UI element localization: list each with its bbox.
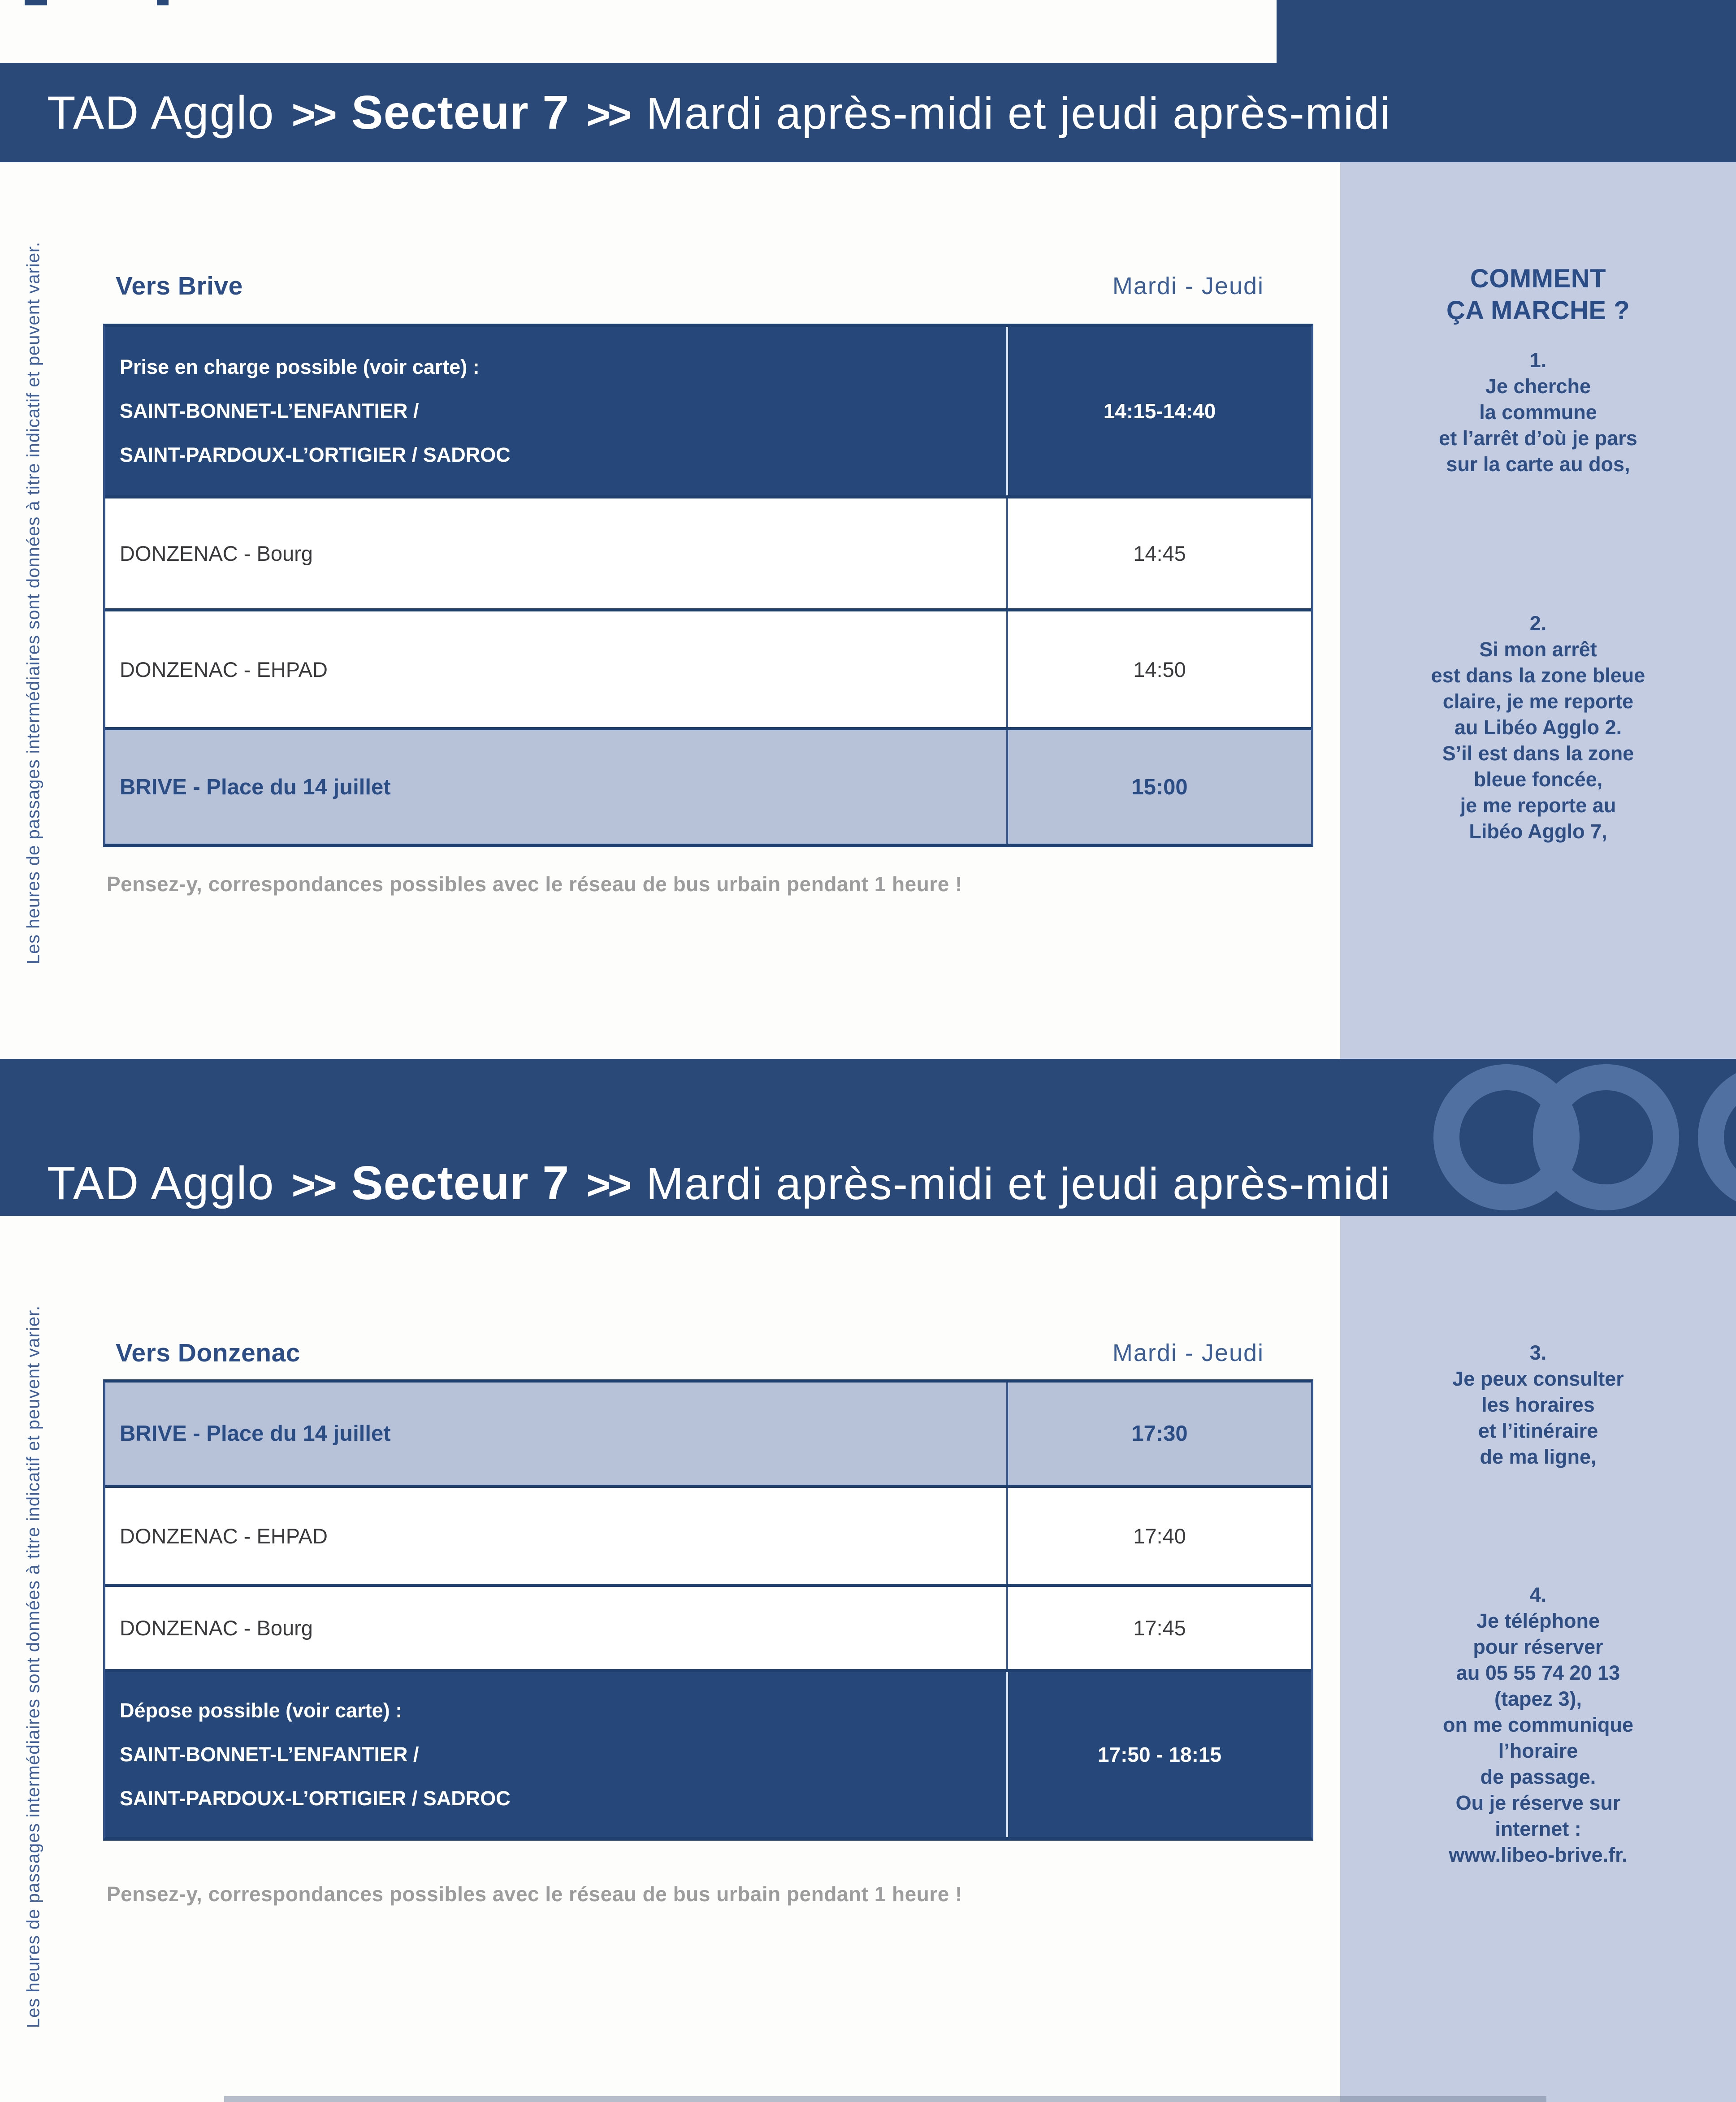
table-row <box>105 1669 1311 1837</box>
rings-logo-icon <box>1533 1064 1679 1210</box>
stop-name-cell <box>105 1488 1006 1584</box>
step-line: sur la carte au dos, <box>1446 453 1630 476</box>
scan-artifact <box>224 2096 1546 2102</box>
step-line: internet : <box>1495 1817 1581 1840</box>
step-line: de ma ligne, <box>1480 1445 1597 1468</box>
how-it-works-title-line: ÇA MARCHE ? <box>1446 296 1630 325</box>
step-line: les horaires <box>1481 1393 1595 1416</box>
step-4 <box>1340 1582 1736 1868</box>
stop-line: DONZENAC - Bourg <box>120 542 313 565</box>
stop-line: DONZENAC - EHPAD <box>120 1524 328 1548</box>
table-2-header <box>103 1326 1313 1380</box>
step-line: Je peux consulter <box>1452 1367 1624 1390</box>
table-1-header <box>103 259 1313 313</box>
how-it-works-title-line: COMMENT <box>1470 264 1606 293</box>
header-banner <box>0 63 1736 162</box>
chevrons-icon: >> <box>291 91 334 138</box>
time-cell: 17:45 <box>1006 1587 1311 1669</box>
step-line: www.libeo-brive.fr. <box>1449 1843 1628 1866</box>
side-note-top: Les heures de passages intermédiaires sont données à titre indicatif et peuvent varier. <box>23 241 43 965</box>
time-cell: 17:50 - 18:15 <box>1006 1672 1311 1837</box>
step-1 <box>1340 347 1736 477</box>
sidebar-panel-upper <box>1340 157 1736 1059</box>
step-number: 4. <box>1529 1583 1547 1606</box>
stop-line: BRIVE - Place du 14 juillet <box>120 775 391 799</box>
time-cell: 14:15-14:40 <box>1006 327 1311 495</box>
step-line: on me communique <box>1442 1713 1634 1736</box>
stop-name-cell <box>105 1587 1006 1669</box>
connection-note: Pensez-y, correspondances possibles avec le réseau de bus urbain pendant 1 heure ! <box>107 872 962 896</box>
step-line: la commune <box>1479 401 1597 424</box>
header-banner-text <box>0 1156 1391 1210</box>
stop-line: SAINT-BONNET-L’ENFANTIER / <box>120 399 419 422</box>
schedule-label: Mardi après-midi et jeudi après-midi <box>646 88 1391 139</box>
chevrons-icon: >> <box>586 91 629 138</box>
step-line: au Libéo Agglo 2. <box>1454 716 1622 739</box>
stop-line: DONZENAC - Bourg <box>120 1616 313 1640</box>
rings-logo-icon <box>1698 1064 1736 1210</box>
table-2 <box>103 1379 1313 1841</box>
step-line: S’il est dans la zone <box>1442 742 1634 765</box>
header-banner-text <box>0 86 1391 140</box>
step-line: et l’arrêt d’où je pars <box>1439 427 1637 450</box>
step-line: l’horaire <box>1498 1739 1578 1762</box>
step-line: je me reporte au <box>1460 794 1616 817</box>
step-line: Si mon arrêt <box>1479 638 1597 661</box>
table-1 <box>103 324 1313 847</box>
step-line: est dans la zone bleue <box>1431 664 1645 687</box>
table-row <box>105 1584 1311 1669</box>
stop-name-cell <box>105 611 1006 727</box>
step-number: 2. <box>1529 612 1547 635</box>
stop-name-cell <box>105 1383 1006 1485</box>
step-line: au 05 55 74 20 13 <box>1456 1661 1620 1684</box>
stop-name-cell <box>105 498 1006 608</box>
table-row <box>105 327 1311 495</box>
step-line: claire, je me reporte <box>1442 690 1634 713</box>
step-line: Je téléphone <box>1476 1609 1600 1632</box>
stop-line: SAINT-PARDOUX-L’ORTIGIER / SADROC <box>120 1787 511 1810</box>
step-line: de passage. <box>1480 1765 1596 1788</box>
days-label: Mardi - Jeudi <box>1112 1339 1264 1366</box>
table-row <box>105 1383 1311 1485</box>
chevrons-icon: >> <box>586 1162 629 1208</box>
time-cell: 15:00 <box>1006 730 1311 844</box>
step-2 <box>1340 611 1736 845</box>
sector-label: Secteur 7 <box>351 86 570 139</box>
step-line: et l’itinéraire <box>1478 1419 1598 1442</box>
side-note-bottom: Les heures de passages intermédiaires sont données à titre indicatif et peuvent varier. <box>23 1305 43 2028</box>
table-row <box>105 495 1311 608</box>
step-line: Je cherche <box>1485 375 1591 398</box>
stop-name-cell <box>105 730 1006 844</box>
schedule-label: Mardi après-midi et jeudi après-midi <box>646 1159 1391 1209</box>
brand-label: TAD Agglo <box>47 87 275 139</box>
days-label: Mardi - Jeudi <box>1112 273 1264 299</box>
stop-line: BRIVE - Place du 14 juillet <box>120 1422 391 1446</box>
brand-label: TAD Agglo <box>47 1157 275 1209</box>
step-line: (tapez 3), <box>1494 1687 1582 1710</box>
stop-line: SAINT-BONNET-L’ENFANTIER / <box>120 1743 419 1766</box>
step-number: 1. <box>1529 349 1547 372</box>
connection-note: Pensez-y, correspondances possibles avec le réseau de bus urbain pendant 1 heure ! <box>107 1882 962 1906</box>
how-it-works-title <box>1340 263 1736 326</box>
stop-line: Dépose possible (voir carte) : <box>120 1699 403 1722</box>
time-cell: 14:50 <box>1006 611 1311 727</box>
table-row <box>105 1485 1311 1584</box>
step-3 <box>1340 1340 1736 1470</box>
step-number: 3. <box>1529 1341 1547 1364</box>
scan-artifact <box>157 0 169 5</box>
time-cell: 17:30 <box>1006 1383 1311 1485</box>
step-line: Libéo Agglo 7, <box>1469 820 1607 843</box>
stop-line: SAINT-PARDOUX-L’ORTIGIER / SADROC <box>120 443 511 466</box>
direction-title: Vers Brive <box>116 272 243 300</box>
step-line: pour réserver <box>1473 1635 1603 1658</box>
middle-band <box>0 1059 1736 1216</box>
sidebar-panel-lower <box>1340 1216 1736 2102</box>
stop-name-cell <box>105 327 1006 495</box>
stop-name-cell <box>105 1672 1006 1837</box>
stop-line: Prise en charge possible (voir carte) : <box>120 355 480 378</box>
stop-line: DONZENAC - EHPAD <box>120 657 328 681</box>
scan-artifact <box>25 0 47 5</box>
table-row <box>105 727 1311 844</box>
chevrons-icon: >> <box>291 1162 334 1208</box>
time-cell: 17:40 <box>1006 1488 1311 1584</box>
step-line: bleue foncée, <box>1473 768 1603 791</box>
table-row <box>105 608 1311 727</box>
direction-title: Vers Donzenac <box>116 1339 301 1367</box>
sector-label: Secteur 7 <box>351 1157 570 1209</box>
step-line: Ou je réserve sur <box>1455 1791 1621 1814</box>
time-cell: 14:45 <box>1006 498 1311 608</box>
